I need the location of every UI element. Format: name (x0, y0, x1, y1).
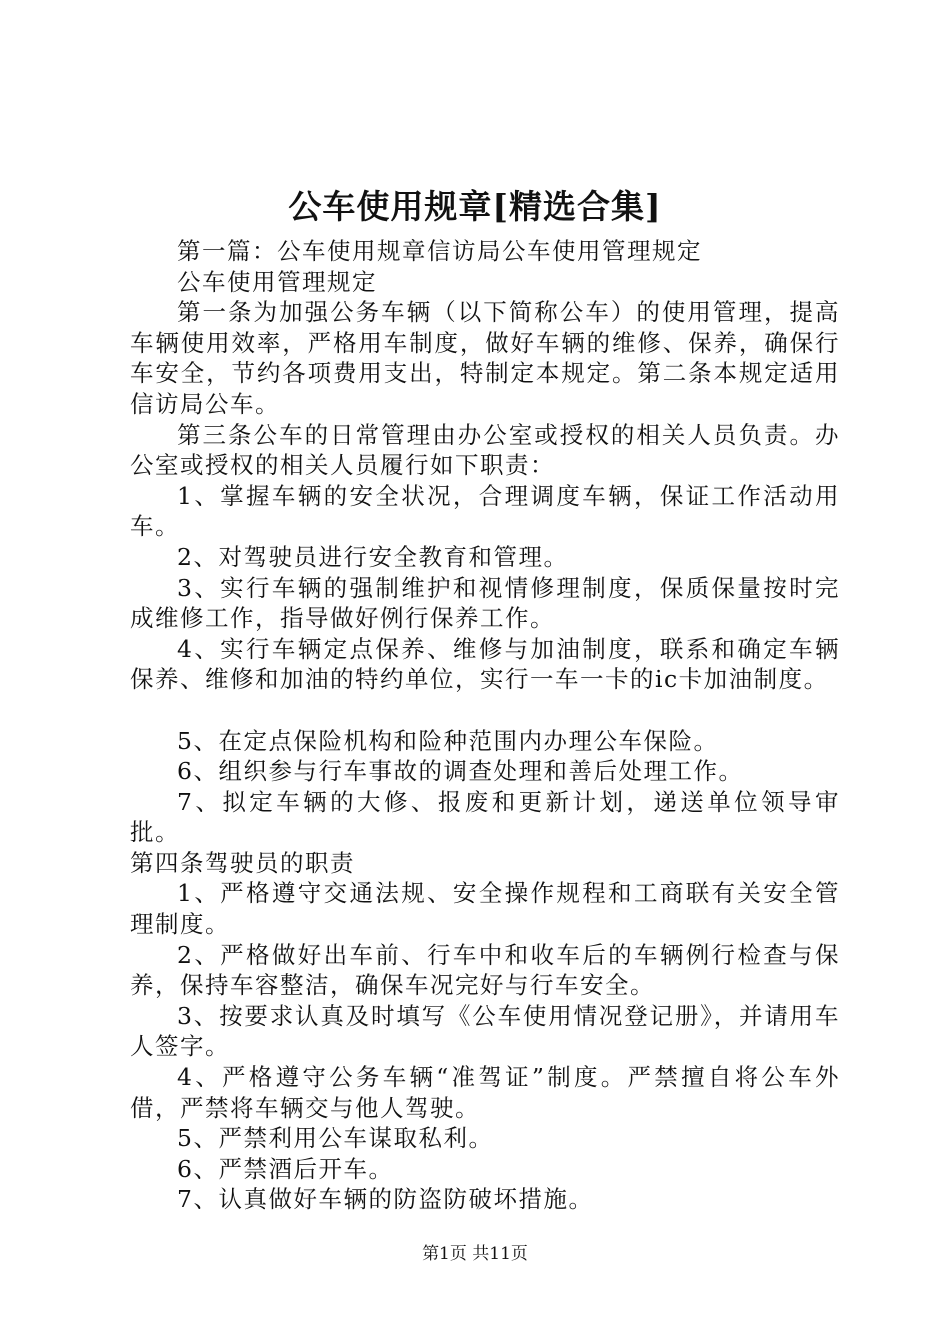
paragraph: 3、按要求认真及时填写《公车使用情况登记册》，并请用车人签字。 (130, 1001, 840, 1061)
paragraph: 3、实行车辆的强制维护和视情修理制度，保质保量按时完成维修工作，指导做好例行保养工作。 (130, 573, 840, 633)
paragraph: 1、掌握车辆的安全状况，合理调度车辆，保证工作活动用车。 (130, 481, 840, 541)
paragraph: 7、拟定车辆的大修、报废和更新计划，递送单位领导审批。 (130, 787, 840, 847)
paragraph: 5、在定点保险机构和险种范围内办理公车保险。 (177, 726, 719, 755)
paragraph: 7、认真做好车辆的防盗防破坏措施。 (177, 1185, 594, 1214)
paragraph: 6、组织参与行车事故的调查处理和善后处理工作。 (177, 757, 744, 786)
document-title: 公车使用规章[精选合集] (288, 187, 662, 226)
section-heading: 第四条驾驶员的职责 (130, 848, 355, 877)
page-footer: 第1页 共11页 (422, 1244, 528, 1264)
paragraph: 第三条公车的日常管理由办公室或授权的相关人员负责。办公室或授权的相关人员履行如下职责： (130, 420, 840, 480)
paragraph: 2、严格做好出车前、行车中和收车后的车辆例行检查与保养，保持车容整洁，确保车况完好与行车安全。 (130, 940, 840, 1000)
paragraph: 4、严格遵守公务车辆“准驾证”制度。严禁擅自将公车外借，严禁将车辆交与他人驾驶。 (130, 1063, 840, 1122)
paragraph: 5、严禁利用公车谋取私利。 (177, 1124, 494, 1153)
paragraph: 1、严格遵守交通法规、安全操作规程和工商联有关安全管理制度。 (130, 879, 840, 939)
document-body (130, 236, 840, 1215)
paragraph: 4、实行车辆定点保养、维修与加油制度，联系和确定车辆保养、维修和加油的特约单位，实行一车一卡的ic卡加油制度。 (130, 634, 840, 694)
paragraph: 公车使用管理规定 (177, 267, 377, 296)
paragraph: 第一条为加强公务车辆（以下简称公车）的使用管理，提高车辆使用效率，严格用车制度，做好车辆的维修、保养，确保行车安全，节约各项费用支出，特制定本规定。第二条本规定适用信访局公车。 (130, 298, 840, 418)
paragraph: 2、对驾驶员进行安全教育和管理。 (177, 542, 569, 571)
paragraph: 6、严禁酒后开车。 (177, 1154, 394, 1183)
paragraph: 第一篇：公车使用规章信访局公车使用管理规定 (177, 237, 702, 265)
